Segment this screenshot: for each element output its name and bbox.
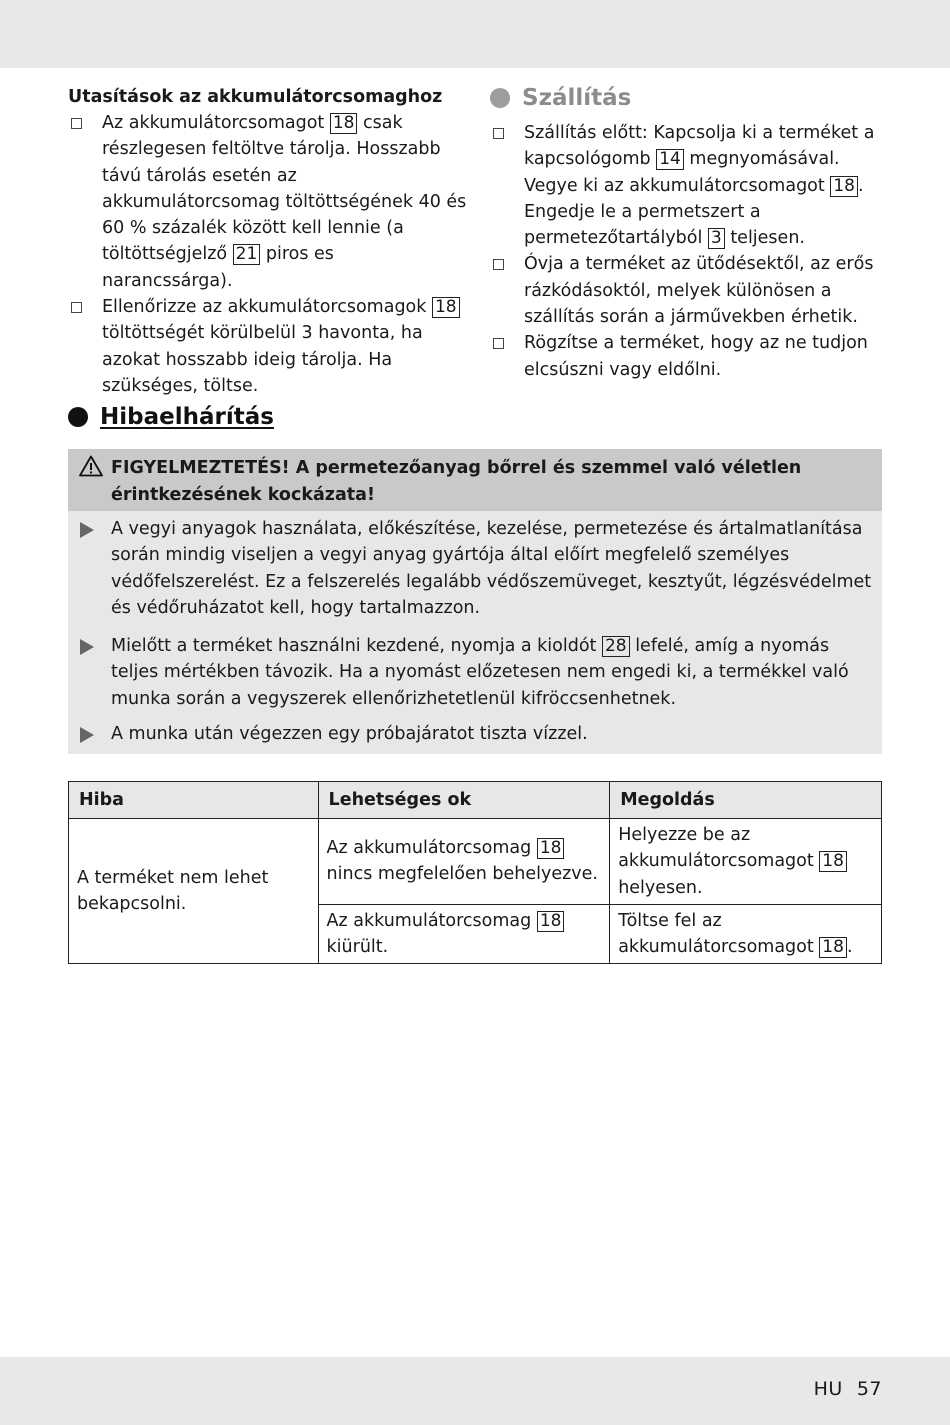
warning-item: A munka után végezzen egy próbajáratot tiszta vízzel. bbox=[68, 721, 882, 747]
list-item: Ellenőrizze az akkumulátorcsomagok 18 töltöttségét körülbelül 3 havonta, ha azokat hosszabb ideig tárolja. Ha szükséges, töltse. bbox=[68, 294, 468, 399]
fault-table bbox=[68, 781, 882, 964]
part-ref: 28 bbox=[602, 636, 630, 657]
part-ref: 18 bbox=[330, 113, 358, 134]
warning-header bbox=[68, 449, 882, 511]
transport-section bbox=[490, 84, 890, 383]
warning-item: A vegyi anyagok használata, előkészítése, kezelése, permetezése és ártalmatlanítása során mindig viseljen a vegyi anyag gyártója által előírt megfelelő személyes védőfelszerelést. Ez a felszerelés legalább védőszemüveget, kesztyűt, légzésvédelmet és védőruházatot kell, hogy tartalmazzon. bbox=[68, 516, 882, 621]
list-item: Szállítás előtt: Kapcsolja ki a terméket a kapcsológomb 14 megnyomásával. Vegye ki az akkumulátorcsomagot 18 . Engedje le a permetszert a permetezőtartályból 3 teljesen. bbox=[490, 120, 890, 251]
page-number: 57 bbox=[856, 1378, 882, 1400]
list-item: Óvja a terméket az ütődésektől, az erős rázkódásoktól, melyek különösen a szállítás során a járművekben érhetik. bbox=[490, 251, 890, 330]
page-footer bbox=[814, 1378, 882, 1400]
part-ref: 3 bbox=[708, 228, 725, 249]
battery-list bbox=[68, 110, 468, 399]
solution-cell: Helyezze be az akkumulátorcsomagot 18 helyesen. bbox=[610, 819, 882, 905]
fault-cell: A terméket nem lehet bekapcsolni. bbox=[69, 819, 319, 964]
checkbox-icon bbox=[71, 118, 82, 129]
table-row bbox=[69, 819, 882, 905]
part-ref: 18 bbox=[819, 851, 847, 872]
bullet-dot-icon bbox=[490, 88, 510, 108]
list-item: Rögzítse a terméket, hogy az ne tudjon elcsúszni vagy eldőlni. bbox=[490, 330, 890, 383]
battery-heading: Utasítások az akkumulátorcsomaghoz bbox=[68, 87, 443, 107]
part-ref: 18 bbox=[537, 911, 565, 932]
bottom-band bbox=[0, 1357, 950, 1425]
warning-icon bbox=[79, 455, 103, 477]
top-band bbox=[0, 0, 950, 68]
part-ref: 21 bbox=[233, 244, 261, 265]
transport-title: Szállítás bbox=[522, 85, 632, 111]
part-ref: 18 bbox=[830, 176, 858, 197]
column-header: Lehetséges ok bbox=[318, 782, 610, 819]
checkbox-icon bbox=[493, 128, 504, 139]
column-header: Megoldás bbox=[610, 782, 882, 819]
arrow-icon bbox=[80, 522, 94, 538]
warning-item: Mielőtt a terméket használni kezdené, nyomja a kioldót 28 lefelé, amíg a nyomás teljes mértékben távozik. Ha a nyomást előzetesen nem engedi ki, a termékkel való munka során a vegyszerek ellenőrizhetetlenül kifröccsenhetnek. bbox=[68, 633, 882, 712]
language-code: HU bbox=[813, 1378, 843, 1400]
arrow-icon bbox=[80, 727, 94, 743]
part-ref: 18 bbox=[537, 838, 565, 859]
warning-text: FIGYELMEZTETÉS! A permetezőanyag bőrrel és szemmel való véletlen érintkezésének kockázata! bbox=[111, 458, 802, 505]
list-item: Az akkumulátorcsomagot 18 csak részlegesen feltöltve tárolja. Hosszabb távú tárolás esetén az akkumulátorcsomag töltöttségének 40 és 60 % százalék között kell lennie (a töltöttségjelző 21 piros es narancssárga). bbox=[68, 110, 468, 294]
part-ref: 18 bbox=[819, 937, 847, 958]
cause-cell: Az akkumulátorcsomag 18 kiürült. bbox=[318, 904, 610, 964]
part-ref: 18 bbox=[432, 297, 460, 318]
checkbox-icon bbox=[493, 259, 504, 270]
transport-list bbox=[490, 120, 890, 383]
troubleshooting-heading bbox=[68, 404, 274, 430]
warning-list bbox=[68, 511, 882, 747]
battery-instructions bbox=[68, 84, 468, 399]
checkbox-icon bbox=[71, 302, 82, 313]
warning-box bbox=[68, 449, 882, 754]
solution-cell: Töltse fel az akkumulátorcsomagot 18 . bbox=[610, 904, 882, 964]
troubleshooting-title: Hibaelhárítás bbox=[100, 404, 274, 430]
arrow-icon bbox=[80, 639, 94, 655]
checkbox-icon bbox=[493, 338, 504, 349]
cause-cell: Az akkumulátorcsomag 18 nincs megfelelően behelyezve. bbox=[318, 819, 610, 905]
bullet-dot-icon bbox=[68, 407, 88, 427]
table-header-row bbox=[69, 782, 882, 819]
part-ref: 14 bbox=[656, 149, 684, 170]
transport-heading bbox=[490, 84, 890, 112]
column-header: Hiba bbox=[69, 782, 319, 819]
